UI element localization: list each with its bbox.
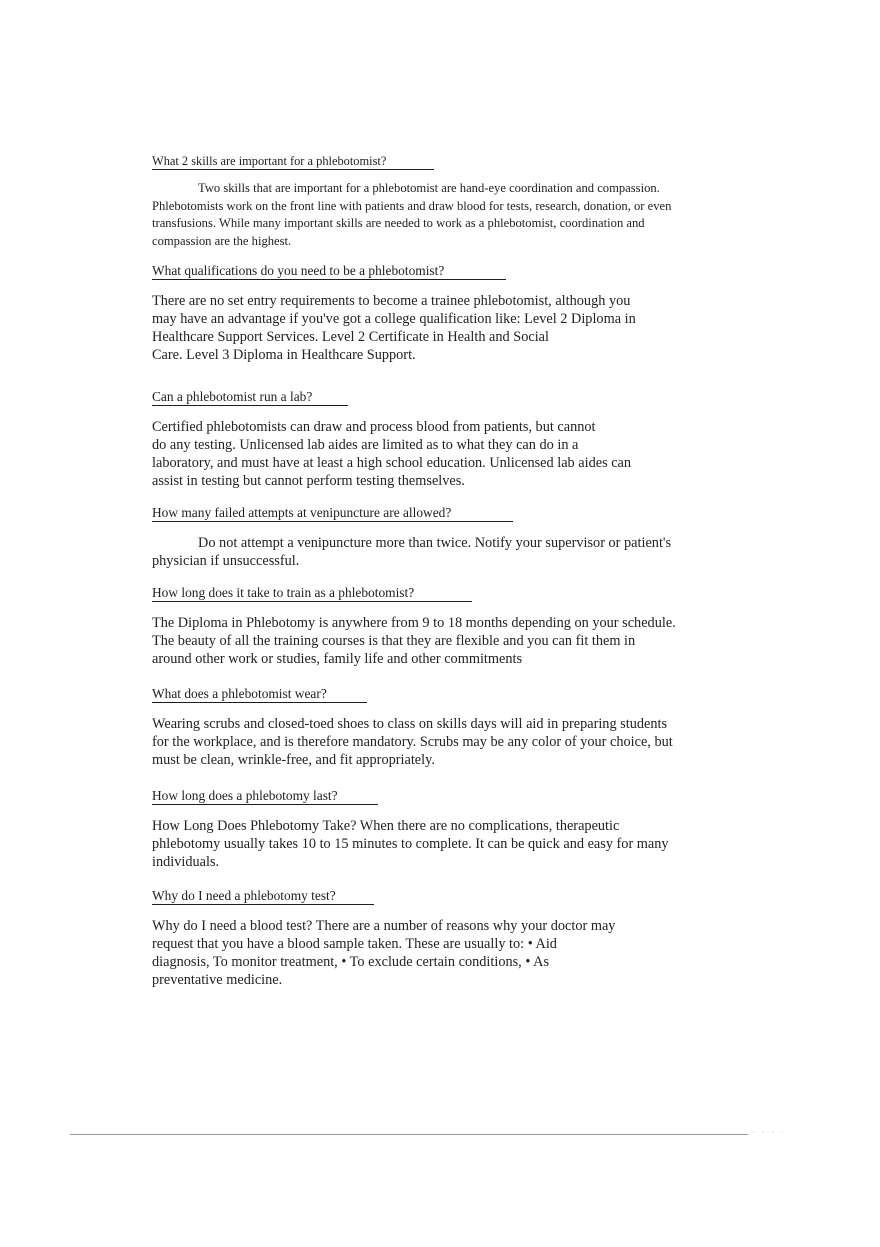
faq-section-skills	[152, 152, 676, 250]
faq-question: What qualifications do you need to be a phlebotomist?	[152, 263, 506, 280]
faq-section-training	[152, 584, 676, 668]
faq-question: How many failed attempts at venipuncture are allowed?	[152, 505, 513, 522]
faq-section-venipuncture	[152, 504, 676, 570]
answer-line: request that you have a blood sample taken. These are usually to: • Aid	[152, 936, 557, 952]
faq-question: Why do I need a phlebotomy test?	[152, 888, 374, 905]
faq-section-qualifications	[152, 262, 676, 364]
faq-question: What does a phlebotomist wear?	[152, 686, 367, 703]
answer-line: Why do I need a blood test? There are a number of reasons why your doctor may	[152, 918, 616, 934]
faq-section-test	[152, 887, 676, 989]
faq-answer	[152, 418, 676, 490]
faq-answer: Two skills that are important for a phlebotomist are hand-eye coordination and compassion. Phlebotomists work on the front line with patients and draw blood for tests, research, donation, or even transfusions. While many important skills are needed to work as a phlebotomist, coordination and compassion are the highest.	[152, 181, 672, 248]
faq-question: How long does a phlebotomy last?	[152, 788, 378, 805]
answer-line: Care. Level 3 Diploma in Healthcare Support.	[152, 347, 416, 363]
answer-line: There are no set entry requirements to become a trainee phlebotomist, although you	[152, 293, 631, 309]
faq-answer: Do not attempt a venipuncture more than twice. Notify your supervisor or patient's physician if unsuccessful.	[152, 535, 672, 569]
answer-line: preventative medicine.	[152, 972, 283, 988]
footer-marks: · · · ·	[752, 1128, 787, 1138]
faq-section-duration	[152, 787, 676, 871]
answer-line: diagnosis, To monitor treatment, • To exclude certain conditions, • As	[152, 954, 550, 970]
faq-answer: The Diploma in Phlebotomy is anywhere from 9 to 18 months depending on your schedule. The beauty of all the training courses is that they are flexible and you can fit them in around other work or studies, family life and other commitments	[152, 615, 676, 667]
faq-answer	[152, 292, 676, 364]
faq-answer	[152, 917, 676, 989]
answer-line: do any testing. Unlicensed lab aides are limited as to what they can do in a	[152, 437, 579, 453]
answer-line: Certified phlebotomists can draw and process blood from patients, but cannot	[152, 419, 596, 435]
faq-question: How long does it take to train as a phlebotomist?	[152, 585, 472, 602]
faq-answer: Wearing scrubs and closed-toed shoes to class on skills days will aid in preparing students for the workplace, and is therefore mandatory. Scrubs may be any color of your choice, but must be clean, wrinkle-free, and fit appropriately.	[152, 716, 673, 768]
faq-question: Can a phlebotomist run a lab?	[152, 389, 348, 406]
answer-line: assist in testing but cannot perform testing themselves.	[152, 473, 465, 489]
faq-question: What 2 skills are important for a phlebotomist?	[152, 153, 434, 170]
faq-section-wear	[152, 685, 676, 769]
faq-section-lab	[152, 388, 676, 490]
footer-divider	[70, 1134, 748, 1135]
answer-line: Healthcare Support Services. Level 2 Certificate in Health and Social	[152, 329, 549, 345]
answer-line: laboratory, and must have at least a high school education. Unlicensed lab aides can	[152, 455, 632, 471]
faq-answer: How Long Does Phlebotomy Take? When there are no complications, therapeutic phlebotomy usually takes 10 to 15 minutes to complete. It can be quick and easy for many individuals.	[152, 818, 669, 870]
answer-line: may have an advantage if you've got a college qualification like: Level 2 Diploma in	[152, 311, 636, 327]
